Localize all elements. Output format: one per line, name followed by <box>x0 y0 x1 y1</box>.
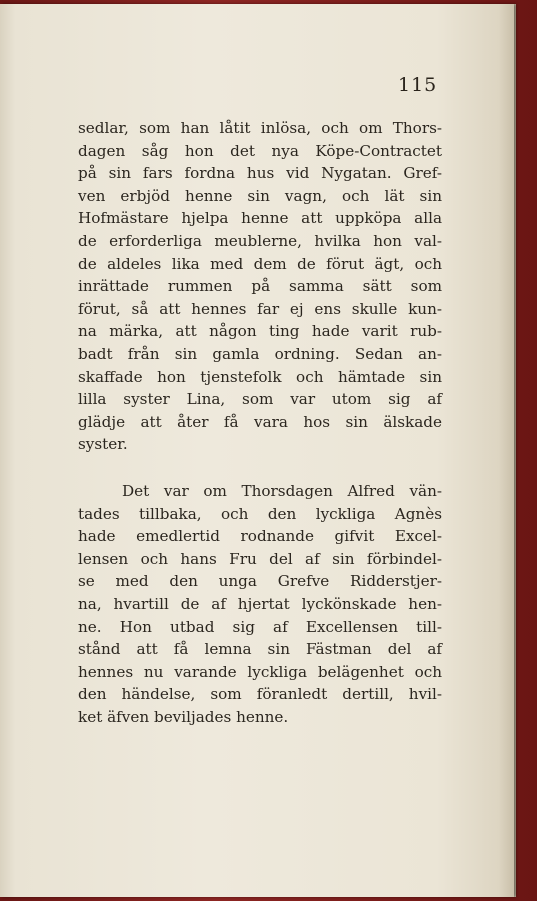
text-line: skaffade hon tjenstefolk och hämtade sin <box>78 367 442 386</box>
paragraph-1 <box>78 117 442 456</box>
text-line: na märka, att någon ting hade varit rub- <box>78 322 442 341</box>
text-line: den händelse, som föranledt dertill, hvil- <box>78 685 442 704</box>
text-line: Det var om Thorsdagen Alfred vän- <box>122 482 442 500</box>
page-number: 115 <box>398 74 438 96</box>
text-line: ne. Hon utbad sig af Excellensen till- <box>78 617 442 636</box>
text-line: hade emedlertid rodnande gifvit Excel- <box>78 527 442 546</box>
text-line: sedlar, som han låtit inlösa, och om Thors- <box>78 119 442 137</box>
text-line: ven erbjöd henne sin vagn, och lät sin <box>78 186 442 205</box>
paragraph-2 <box>78 480 442 729</box>
book-page <box>0 4 514 897</box>
text-line: dagen såg hon det nya Köpe-Contractet <box>78 141 442 160</box>
text-line: glädje att åter få vara hos sin älskade <box>78 412 442 431</box>
text-line: tades tillbaka, och den lyckliga Agnès <box>78 504 442 523</box>
text-line: Hofmästare hjelpa henne att uppköpa alla <box>78 209 442 228</box>
text-line: lensen och hans Fru del af sin förbindel- <box>78 549 442 568</box>
text-line: se med den unga Grefve Ridderstjer- <box>78 572 442 591</box>
text-line: de aldeles lika med dem de förut ägt, och <box>78 254 442 273</box>
text-line: på sin fars fordna hus vid Nygatan. Gref- <box>78 164 442 183</box>
text-line: badt från sin gamla ordning. Sedan an- <box>78 344 442 363</box>
text-line: förut, så att hennes far ej ens skulle kun- <box>78 299 442 318</box>
text-line: inrättade rummen på samma sätt som <box>78 277 442 296</box>
text-line: ket äfven beviljades henne. <box>78 707 289 726</box>
text-line: de erforderliga meublerne, hvilka hon val- <box>78 231 442 250</box>
text-line: syster. <box>78 435 128 454</box>
text-line: hennes nu varande lyckliga belägenhet och <box>78 662 442 681</box>
text-line: na, hvartill de af hjertat lyckönskade hen- <box>78 594 442 613</box>
text-line: lilla syster Lina, som var utom sig af <box>78 390 442 409</box>
text-line: stånd att få lemna sin Fästman del af <box>78 640 442 659</box>
